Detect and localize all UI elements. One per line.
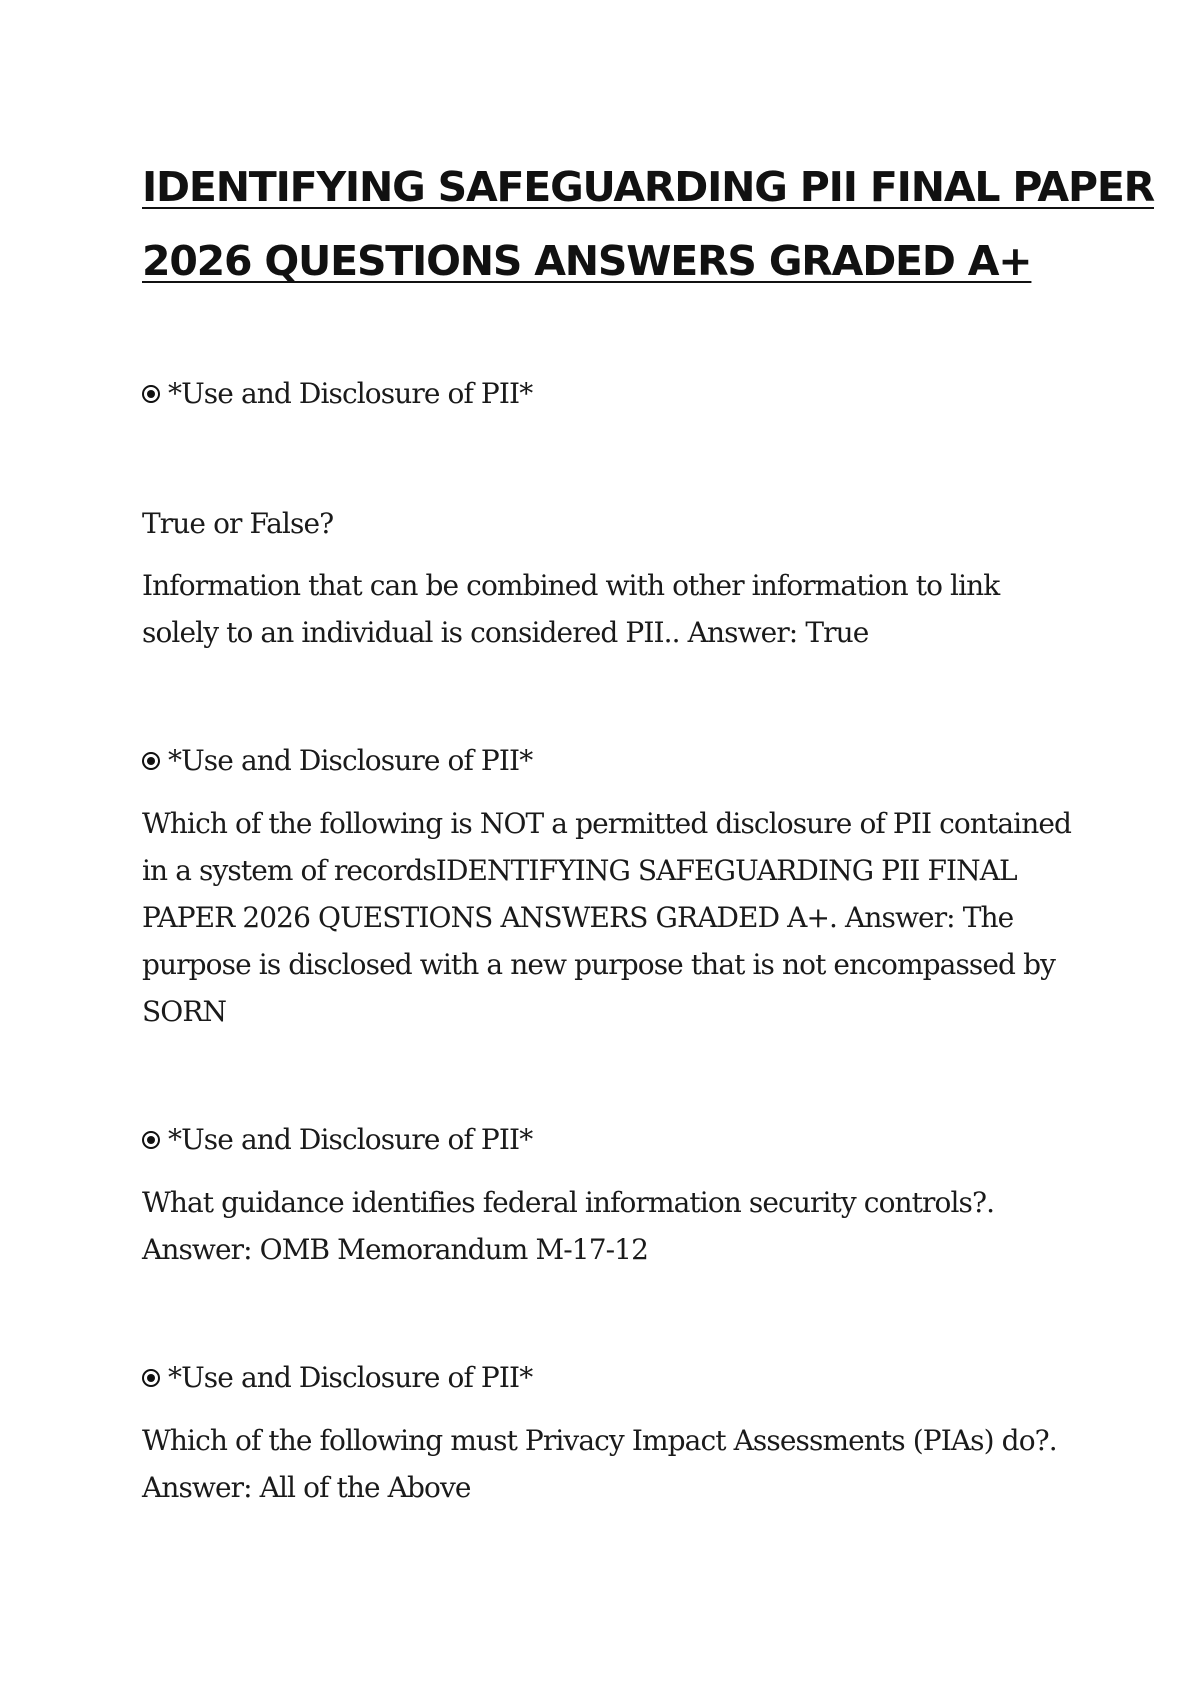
question-answer-3: What guidance identifies federal information security controls?. Answer: OMB Memorandum M-17-12 bbox=[142, 1186, 995, 1266]
question-heading-2 bbox=[142, 737, 532, 784]
question-heading-text: *Use and Disclosure of PII* bbox=[168, 744, 533, 777]
question-answer-1: Information that can be combined with other information to link solely to an individual is considered PII.. Answer: True bbox=[142, 569, 1000, 649]
question-prompt-1: True or False? bbox=[142, 507, 334, 540]
document-title bbox=[142, 150, 1154, 298]
question-heading-4 bbox=[142, 1354, 532, 1401]
question-heading-text: *Use and Disclosure of PII* bbox=[168, 1361, 533, 1394]
radio-bullet-icon bbox=[142, 1131, 160, 1149]
question-answer-2: Which of the following is NOT a permitted disclosure of PII contained in a system of recordsIDENTIFYING SAFEGUARDING PII FINAL PAPER 2026 QUESTIONS ANSWERS GRADED A+. Answer: The purpose is disclosed with a new purpose that is not encompassed by SORN bbox=[142, 807, 1072, 1028]
title-line-1: IDENTIFYING SAFEGUARDING PII FINAL PAPER bbox=[142, 163, 1154, 211]
radio-bullet-icon bbox=[142, 752, 160, 770]
radio-bullet-icon bbox=[142, 385, 160, 403]
question-heading-3 bbox=[142, 1116, 532, 1163]
question-heading-1 bbox=[142, 370, 532, 417]
radio-bullet-icon bbox=[142, 1369, 160, 1387]
question-answer-4: Which of the following must Privacy Impact Assessments (PIAs) do?. Answer: All of the Above bbox=[142, 1424, 1057, 1504]
question-heading-text: *Use and Disclosure of PII* bbox=[168, 1123, 533, 1156]
title-line-2: 2026 QUESTIONS ANSWERS GRADED A+ bbox=[142, 237, 1032, 285]
question-heading-text: *Use and Disclosure of PII* bbox=[168, 377, 533, 410]
document-content bbox=[142, 150, 1154, 1504]
